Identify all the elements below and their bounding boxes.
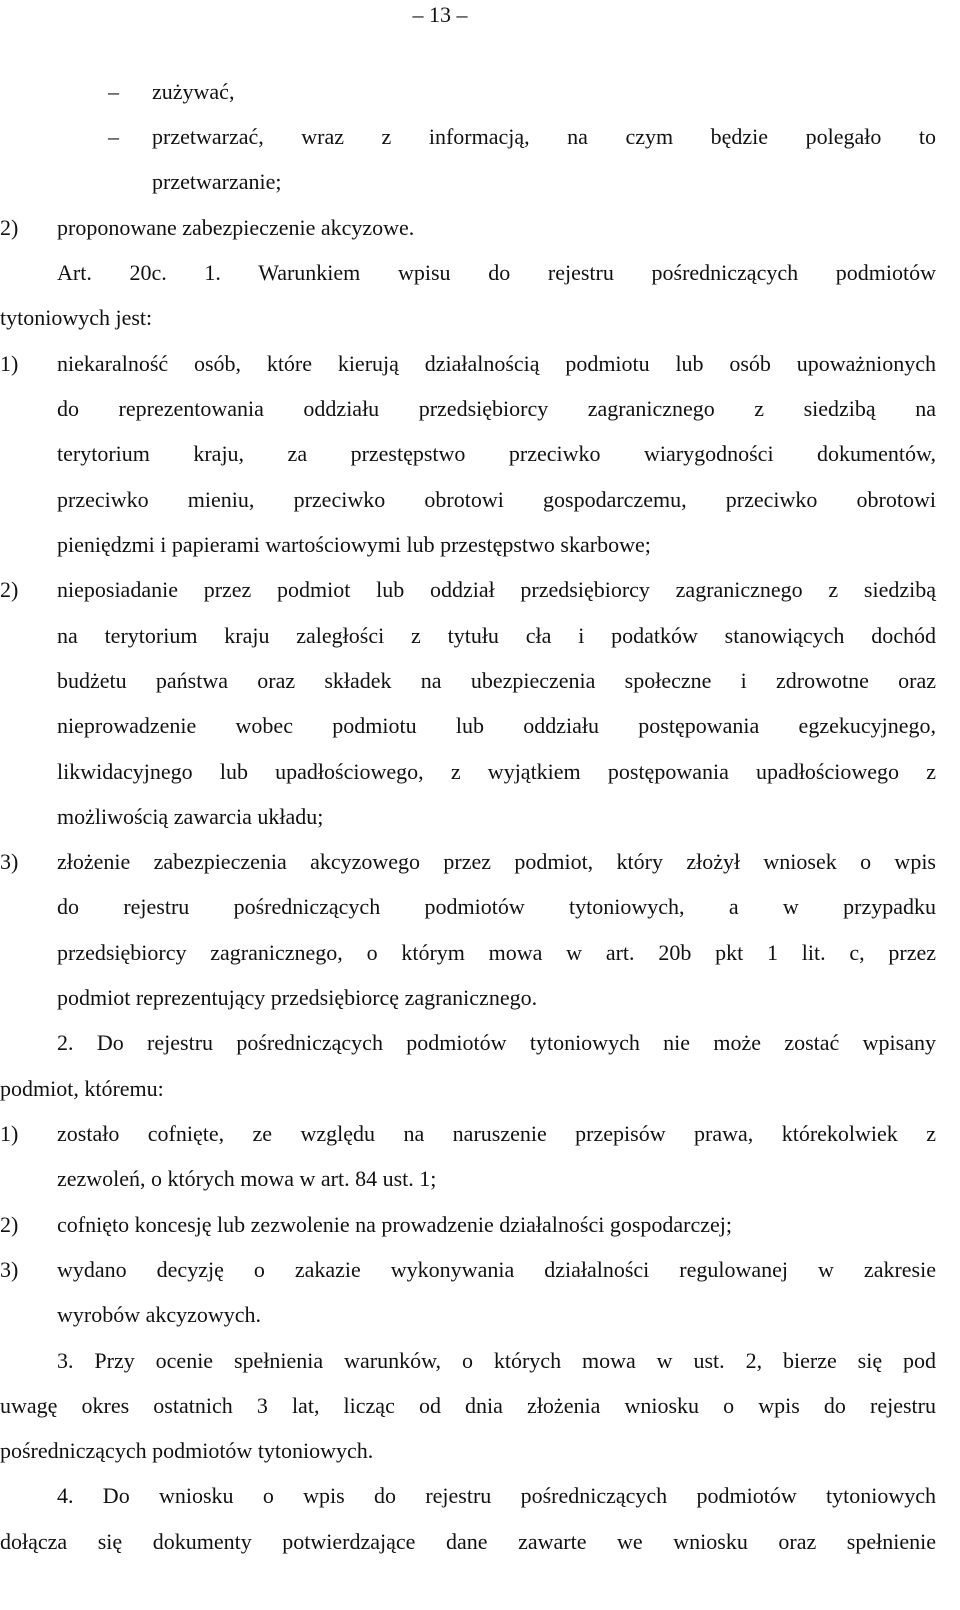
text-line: budżetu państwa oraz składek na ubezpieczenia społeczne i zdrowotne oraz xyxy=(57,668,936,693)
text-line: pośredniczących podmiotów tytoniowych. xyxy=(0,1438,374,1463)
text-line: do rejestru pośredniczących podmiotów tytoniowych, a w przypadku xyxy=(57,894,936,919)
text-line: uwagę okres ostatnich 3 lat, licząc od dnia złożenia wniosku o wpis do rejestru xyxy=(0,1393,936,1418)
text-line: możliwością zawarcia układu; xyxy=(57,804,324,829)
text-line: wydano decyzję o zakazie wykonywania działalności regulowanej w zakresie xyxy=(57,1257,936,1282)
list-marker: 2) xyxy=(0,577,19,602)
text-line: podmiot reprezentujący przedsiębiorcę zagranicznego. xyxy=(57,985,538,1010)
text-line: nieposiadanie przez podmiot lub oddział przedsiębiorcy zagranicznego z siedzibą xyxy=(57,577,936,602)
text-line: zużywać, xyxy=(152,79,235,104)
list-marker: 1) xyxy=(0,1121,19,1146)
text-line: na terytorium kraju zaległości z tytułu cła i podatków stanowiących dochód xyxy=(57,623,936,648)
text-line: zezwoleń, o których mowa w art. 84 ust. 1; xyxy=(57,1166,437,1191)
text-line: 3. Przy ocenie spełnienia warunków, o których mowa w ust. 2, bierze się pod xyxy=(57,1348,936,1373)
text-line: 4. Do wniosku o wpis do rejestru pośredniczących podmiotów tytoniowych xyxy=(57,1483,936,1508)
list-marker: 1) xyxy=(0,351,19,376)
text-line: Art. 20c. 1. Warunkiem wpisu do rejestru pośredniczących podmiotów xyxy=(57,260,936,285)
text-line: likwidacyjnego lub upadłościowego, z wyjątkiem postępowania upadłościowego z xyxy=(57,759,936,784)
text-line: złożenie zabezpieczenia akcyzowego przez podmiot, który złożył wniosek o wpis xyxy=(57,849,936,874)
list-marker: – xyxy=(108,124,119,149)
text-line: przeciwko mieniu, przeciwko obrotowi gospodarczemu, przeciwko obrotowi xyxy=(57,487,936,512)
text-line: podmiot, któremu: xyxy=(0,1076,164,1101)
list-marker: – xyxy=(108,79,119,104)
text-line: pieniędzmi i papierami wartościowymi lub przestępstwo skarbowe; xyxy=(57,532,651,557)
text-line: proponowane zabezpieczenie akcyzowe. xyxy=(57,215,415,240)
list-marker: 2) xyxy=(0,215,19,240)
text-line: cofnięto koncesję lub zezwolenie na prowadzenie działalności gospodarczej; xyxy=(57,1212,732,1237)
list-marker: 3) xyxy=(0,1257,19,1282)
list-marker: 3) xyxy=(0,849,19,874)
text-line: do reprezentowania oddziału przedsiębiorcy zagranicznego z siedzibą na xyxy=(57,396,936,421)
page-number: – 13 – xyxy=(412,2,468,27)
text-line: zostało cofnięte, ze względu na naruszenie przepisów prawa, którekolwiek z xyxy=(57,1121,936,1146)
text-line: 2. Do rejestru pośredniczących podmiotów tytoniowych nie może zostać wpisany xyxy=(57,1030,936,1055)
text-line: przedsiębiorcy zagranicznego, o którym mowa w art. 20b pkt 1 lit. c, przez xyxy=(57,940,936,965)
text-line: dołącza się dokumenty potwierdzające dane zawarte we wniosku oraz spełnienie xyxy=(0,1529,936,1554)
text-line: nieprowadzenie wobec podmiotu lub oddziału postępowania egzekucyjnego, xyxy=(57,713,936,738)
text-line: przetwarzanie; xyxy=(152,169,282,194)
text-line: niekaralność osób, które kierują działalnością podmiotu lub osób upoważnionych xyxy=(57,351,936,376)
list-marker: 2) xyxy=(0,1212,19,1237)
text-line: wyrobów akcyzowych. xyxy=(57,1302,262,1327)
text-line: tytoniowych jest: xyxy=(0,305,153,330)
text-line: terytorium kraju, za przestępstwo przeciwko wiarygodności dokumentów, xyxy=(57,441,936,466)
text-line: przetwarzać, wraz z informacją, na czym będzie polegało to xyxy=(152,124,936,149)
